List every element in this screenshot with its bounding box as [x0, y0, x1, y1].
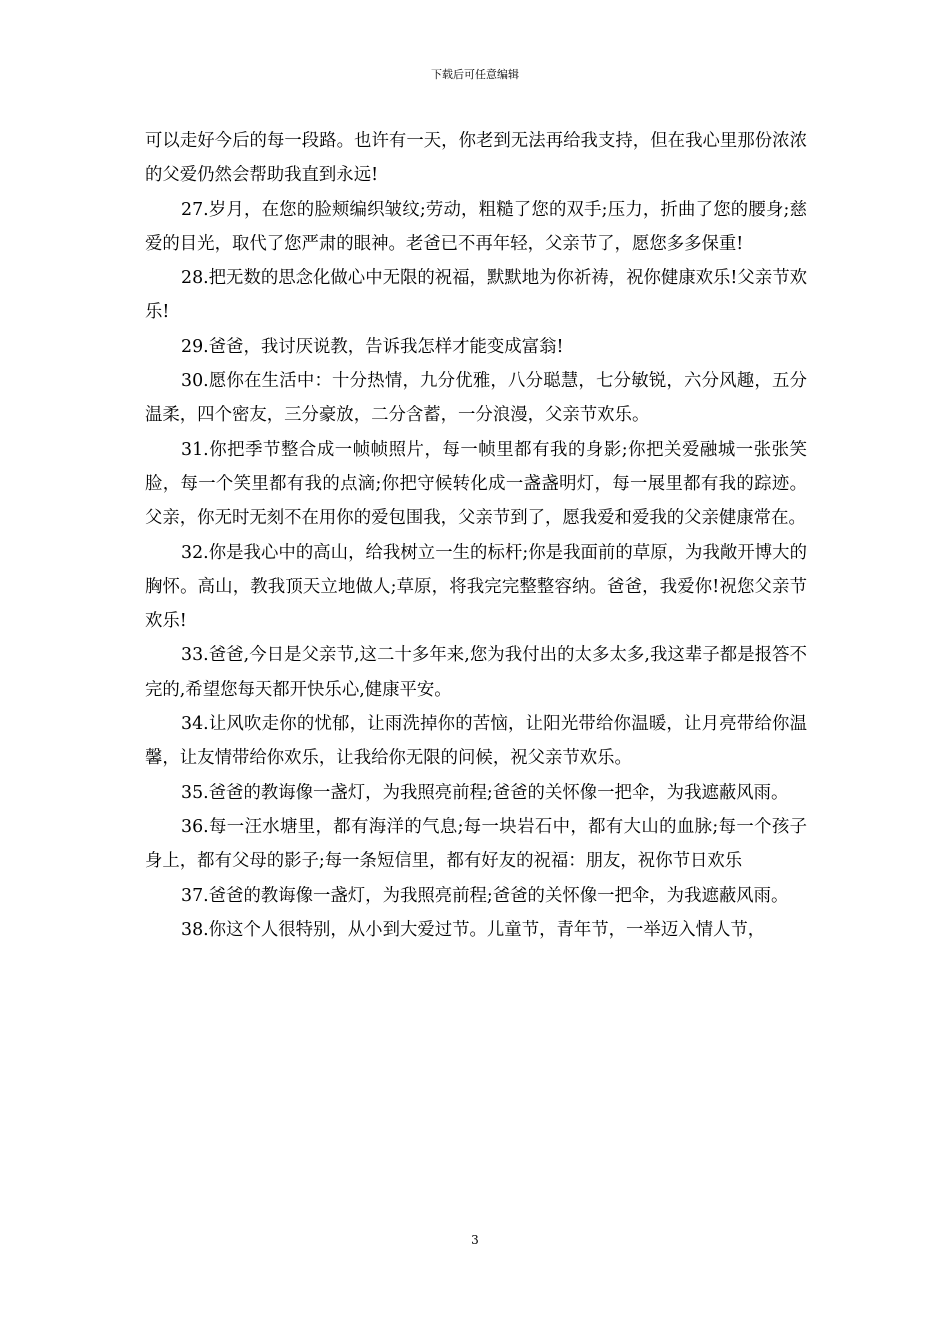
paragraph: 31.你把季节整合成一帧帧照片，每一帧里都有我的身影;你把关爱融城一张张笑脸，每一个笑里都有我的点滴;你把守候转化成一盏盏明灯，每一展里都有我的踪迹。父亲，你无时无刻不在用你的爱包围我，父亲节到了，愿我爱和爱我的父亲健康常在。 [145, 439, 807, 529]
paragraph: 36.每一汪水塘里，都有海洋的气息;每一块岩石中，都有大山的血脉;每一个孩子身上，都有父母的影子;每一条短信里，都有好友的祝福：朋友，祝你节日欢乐 [145, 816, 807, 872]
paragraph: 29.爸爸，我讨厌说教，告诉我怎样才能变成富翁! [181, 336, 564, 357]
page-number: 3 [471, 1233, 479, 1247]
page-header: 下载后可任意编辑 [431, 68, 519, 81]
paragraph: 30.愿你在生活中：十分热情，九分优雅，八分聪慧，七分敏锐，六分风趣，五分温柔，四个密友，三分豪放，二分含蓄，一分浪漫，父亲节欢乐。 [145, 371, 807, 426]
paragraph: 可以走好今后的每一段路。也许有一天，你老到无法再给我支持，但在我心里那份浓浓的父爱仍然会帮助我直到永远! [145, 131, 807, 186]
paragraph: 37.爸爸的教诲像一盏灯，为我照亮前程;爸爸的关怀像一把伞，为我遮蔽风雨。 [181, 885, 789, 906]
document-body [145, 124, 807, 947]
paragraph: 35.爸爸的教诲像一盏灯，为我照亮前程;爸爸的关怀像一把伞，为我遮蔽风雨。 [181, 782, 789, 803]
paragraph: 28.把无数的思念化做心中无限的祝福，默默地为你祈祷，祝你健康欢乐!父亲节欢乐! [145, 268, 807, 323]
paragraph: 32.你是我心中的高山，给我树立一生的标杆;你是我面前的草原，为我敞开博大的胸怀。高山，教我顶天立地做人;草原，将我完完整整容纳。爸爸，我爱你!祝您父亲节欢乐! [145, 542, 807, 632]
paragraph: 33.爸爸,今日是父亲节,这二十多年来,您为我付出的太多太多,我这辈子都是报答不完的,希望您每天都开快乐心,健康平安。 [145, 645, 807, 700]
paragraph: 34.让风吹走你的忧郁，让雨洗掉你的苦恼，让阳光带给你温暖，让月亮带给你温馨，让友情带给你欢乐，让我给你无限的问候，祝父亲节欢乐。 [145, 714, 807, 769]
paragraph: 27.岁月，在您的脸颊编织皱纹;劳动，粗糙了您的双手;压力，折曲了您的腰身;慈爱的目光，取代了您严肃的眼神。老爸已不再年轻，父亲节了，愿您多多保重! [145, 199, 807, 254]
paragraph: 38.你这个人很特别，从小到大爱过节。儿童节，青年节，一举迈入情人节， [181, 919, 766, 940]
